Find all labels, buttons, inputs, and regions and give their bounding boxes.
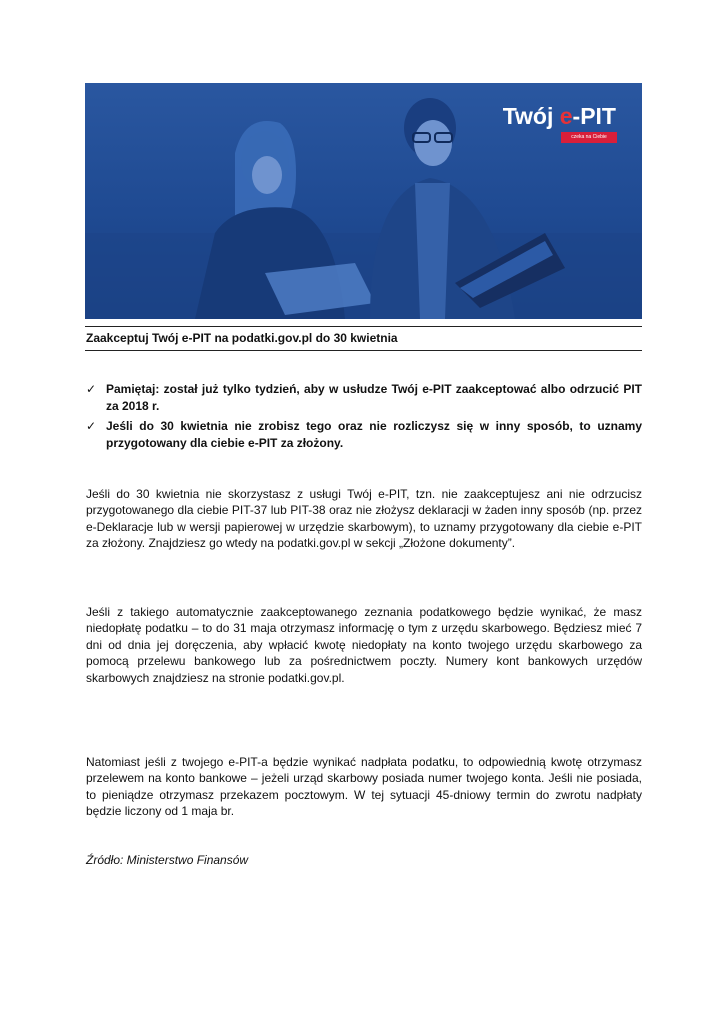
paragraph-2: Jeśli z takiego automatycznie zaakceptowanego zeznania podatkowego będzie wynikać, że masz niedopłatę podatku – to do 31 maja otrzymasz informację o tym z urzędu skarbowego. Będziesz mieć 7 dni od dnia jej doręczenia, aby wpłacić kwotę niedopłaty na konto twojego urzędu skarbowego za pomocą przelewu bankowego lub za pośrednictwem poczty. Numery kont bankowych urzędów skarbowych znajdziesz na stronie podatki.gov.pl. (86, 605, 642, 685)
hero-banner (85, 83, 642, 319)
headline-rule-top (85, 326, 642, 327)
check-icon: ✓ (86, 419, 97, 433)
headline-rule-bottom (85, 350, 642, 351)
logo-suffix: -PIT (572, 103, 616, 129)
source-note: Źródło: Ministerstwo Finansów (86, 853, 249, 867)
logo-e: e (559, 103, 573, 129)
logo-prefix: Twój (502, 103, 560, 129)
paragraph-1: Jeśli do 30 kwietnia nie skorzystasz z usługi Twój e-PIT, tzn. nie zaakceptujesz ani nie odrzucisz przygotowanego dla ciebie PIT-37 lub PIT-38 oraz nie złożysz deklaracji w żaden inny sposób (np. przez e-Deklaracje lub w wersji papierowej w urzędzie skarbowym), to uznamy przygotowany dla ciebie e-PIT za złożony. Znajdziesz go wtedy na podatki.gov.pl w sekcji „Złożone dokumenty”. (86, 487, 642, 551)
page-headline: Zaakceptuj Twój e-PIT na podatki.gov.pl do 30 kwietnia (86, 331, 398, 345)
bullet-text: Pamiętaj: został już tylko tydzień, aby w usłudze Twój e-PIT zaakceptować albo odrzucić PIT za 2018 r. (106, 382, 642, 413)
bullet-text: Jeśli do 30 kwietnia nie zrobisz tego oraz nie rozliczysz się w inny sposób, to uznamy przygotowany dla ciebie e-PIT za złożony. (106, 419, 642, 450)
logo-tagline: czeka na Ciebie (561, 132, 617, 143)
paragraph-3: Natomiast jeśli z twojego e-PIT-a będzie wynikać nadpłata podatku, to odpowiednią kwotę otrzymasz przelewem na konto bankowe – jeżeli urząd skarbowy posiada numer twojego konta. Jeśli nie posiada, to pieniądze otrzymasz przekazem pocztowym. W tej sytuacji 45-dniowy termin do zwrotu nadpłaty będzie liczony od 1 maja br. (86, 755, 642, 819)
list-item (86, 418, 642, 452)
twoj-epit-logo (503, 103, 616, 130)
list-item (86, 381, 642, 415)
key-points-list (86, 381, 642, 455)
check-icon: ✓ (86, 382, 97, 396)
